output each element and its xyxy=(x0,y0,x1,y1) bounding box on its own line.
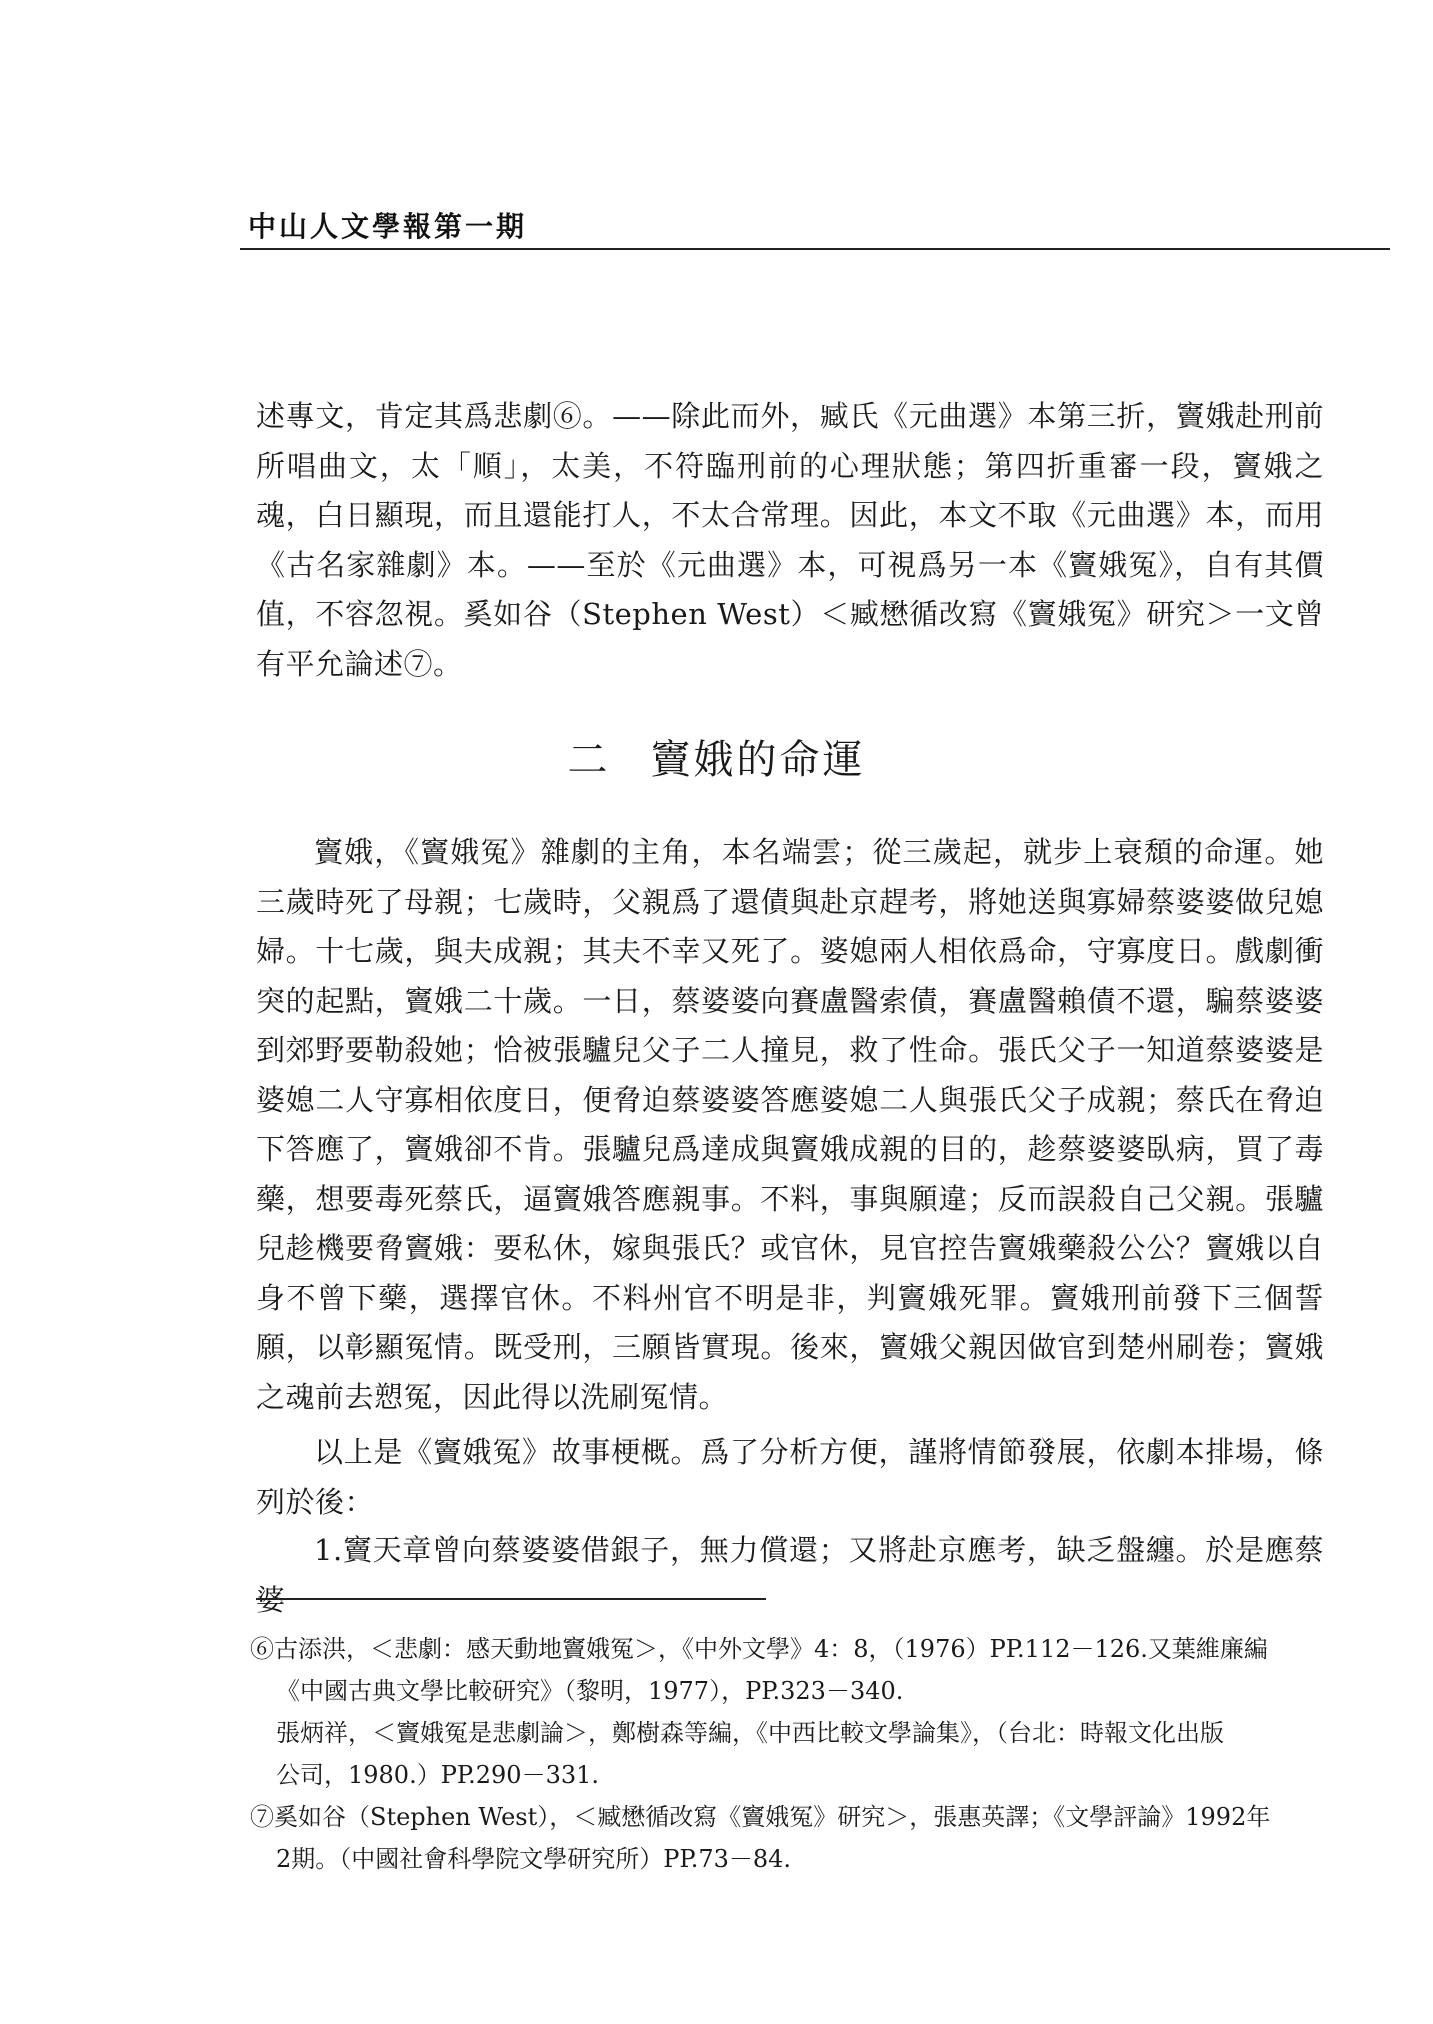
section-heading xyxy=(0,728,1433,785)
story-paragraph: 竇娥，《竇娥冤》雜劇的主角，本名端雲；從三歲起，就步上衰頹的命運。她三歲時死了母親；七歲時，父親爲了還債與赴京趕考，將她送與寡婦蔡婆婆做兒媳婦。十七歲，與夫成親；其夫不幸又死了。婆媳兩人相依爲命，守寡度日。戲劇衝突的起點，竇娥二十歲。一日，蔡婆婆向賽盧醫索債，賽盧醫賴債不還，騙蔡婆婆到郊野要勒殺她；恰被張驢兒父子二人撞見，救了性命。張氏父子一知道蔡婆婆是婆媳二人守寡相依度日，便脅迫蔡婆婆答應婆媳二人與張氏父子成親；蔡氏在脅迫下答應了，竇娥卻不肯。張驢兒爲達成與竇娥成親的目的，趁蔡婆婆臥病，買了毒藥，想要毒死蔡氏，逼竇娥答應親事。不料，事與願違；反而誤殺自己父親。張驢兒趁機要脅竇娥：要私休，嫁與張氏？或官休，見官控告竇娥藥殺公公？竇娥以自身不曾下藥，選擇官休。不料州官不明是非，判竇娥死罪。竇娥刑前發下三個誓願，以彰顯冤情。既受刑，三願皆實現。後來，竇娥父親因做官到楚州刷卷；竇娥之魂前去愬冤，因此得以洗刷冤情。 xyxy=(256,835,1324,1414)
footnote-7-line-2: 2期。（中國社會科學院文學研究所）PP.73－84. xyxy=(276,1845,792,1873)
summary-paragraph: 以上是《竇娥冤》故事梗概。爲了分析方便，謹將情節發展，依劇本排場，條列於後： xyxy=(256,1435,1324,1519)
list-block xyxy=(256,1526,1324,1625)
footnote-6-sub-line-1: 張炳祥，＜竇娥冤是悲劇論＞，鄭樹森等編，《中西比較文學論集》，（台北：時報文化出版 xyxy=(276,1719,1224,1747)
footnote-6-sub-line-2: 公司，1980.）PP.290－331. xyxy=(276,1761,600,1789)
footnote-6-line-1: ⑥古添洪，＜悲劇：感天動地竇娥冤＞，《中外文學》4：8，（1976）PP.112－126.又葉維廉編 xyxy=(250,1635,1268,1663)
footnote-6-line-2: 《中國古典文學比較研究》（黎明，1977），PP.323－340. xyxy=(276,1677,904,1705)
intro-block xyxy=(256,392,1324,689)
intro-paragraph: 述專文，肯定其爲悲劇⑥。——除此而外，臧氏《元曲選》本第三折，竇娥赴刑前所唱曲文，太「順」，太美，不符臨刑前的心理狀態；第四折重審一段，竇娥之魂，白日顯現，而且還能打人，不太合常理。因此，本文不取《元曲選》本，而用《古名家雜劇》本。——至於《元曲選》本，可視爲另一本《竇娥冤》，自有其價值，不容忽視。奚如谷（Stephen West）＜臧懋循改寫《竇娥冤》研究＞一文曾有平允論述⑦。 xyxy=(256,399,1324,681)
footnote-7-line-1: ⑦奚如谷（Stephen West），＜臧懋循改寫《竇娥冤》研究＞，張惠英譯；《文學評論》1992年 xyxy=(250,1803,1271,1831)
story-block xyxy=(256,828,1324,1422)
footnotes xyxy=(250,1628,1340,1880)
summary-block xyxy=(256,1428,1324,1527)
footnote-7 xyxy=(250,1796,1340,1880)
running-head-title: 中山人文學報第一期 xyxy=(248,210,528,243)
footnote-rule xyxy=(256,1598,766,1600)
header-rule xyxy=(240,248,1390,250)
section-title: 竇娥的命運 xyxy=(650,737,866,783)
section-number: 二 xyxy=(567,737,611,783)
list-item: 1.竇天章曾向蔡婆婆借銀子，無力償還；又將赴京應考，缺乏盤纏。於是應蔡婆 xyxy=(256,1533,1324,1617)
footnote-6 xyxy=(250,1628,1340,1796)
